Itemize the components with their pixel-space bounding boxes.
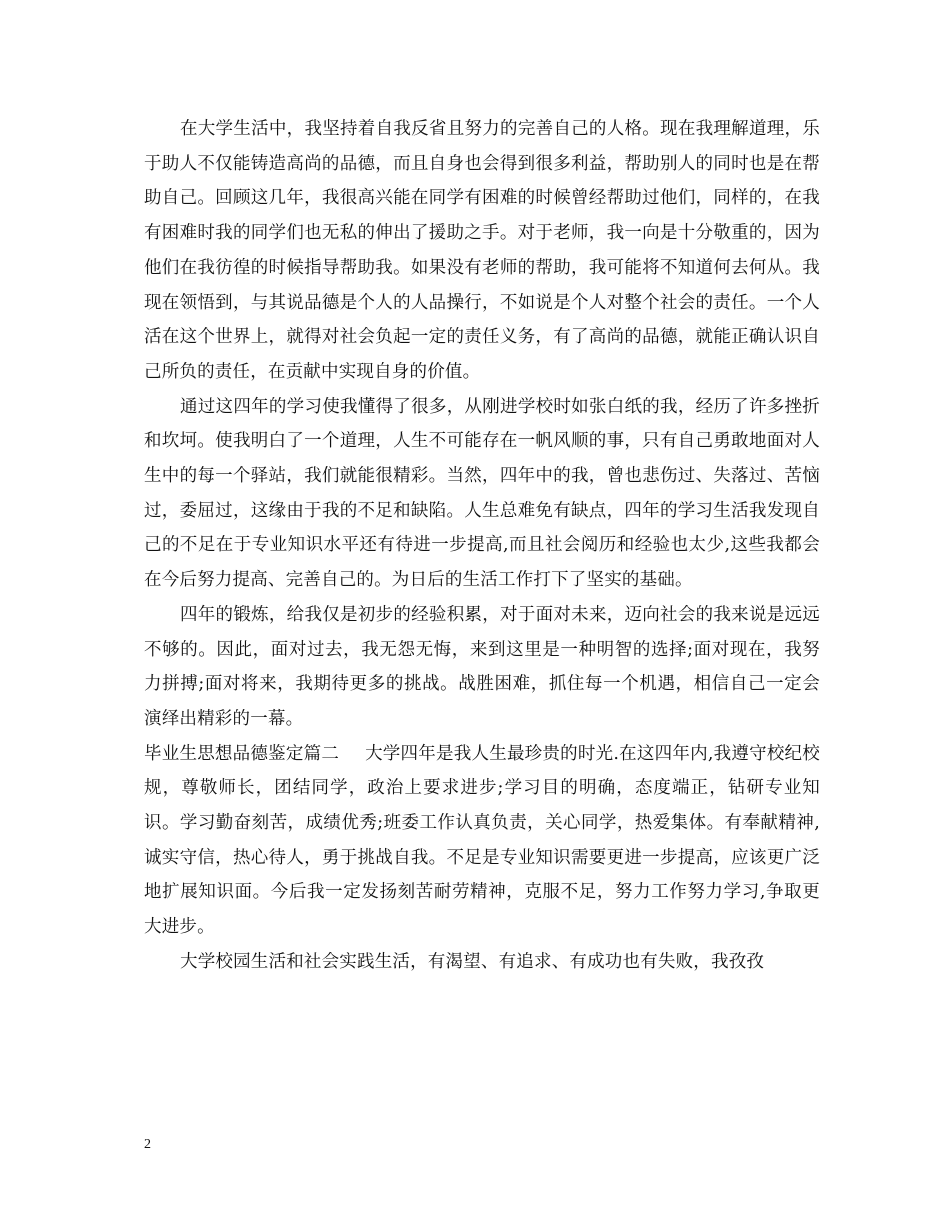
- section-2-heading: 毕业生思想品德鉴定篇二: [144, 743, 340, 764]
- paragraph-3: 四年的锻炼，给我仅是初步的经验积累，对于面对未来，迈向社会的我来说是远远不够的。因此，面对过去，我无怨无悔，来到这里是一种明智的选择;面对现在，我努力拼搏;面对将来，我期待更多的挑战。战胜困难，抓住每一个机遇，相信自己一定会演绎出精彩的一幕。: [144, 604, 820, 729]
- section-2-paragraph: [144, 737, 820, 945]
- paragraph-5: 大学校园生活和社会实践生活，有渴望、有追求、有成功也有失败，我孜孜: [180, 951, 765, 972]
- document-body: [144, 112, 820, 980]
- section-2-text: 大学四年是我人生最珍贵的时光.在这四年内,我遵守校纪校规，尊敬师长，团结同学，政治上要求进步;学习目的明确，态度端正，钻研专业知识。学习勤奋刻苦，成绩优秀;班委工作认真负责，关心同学，热爱集体。有奉献精神, 诚实守信，热心待人，勇于挑战自我。不足是专业知识需要更进一步提高，应该更广泛地扩展知识面。今后我一定发扬刻苦耐劳精神，克服不足，努力工作努力学习,争取更大进步。: [144, 743, 820, 938]
- paragraph-1: 在大学生活中，我坚持着自我反省且努力的完善自己的人格。现在我理解道理，乐于助人不仅能铸造高尚的品德，而且自身也会得到很多利益，帮助别人的同时也是在帮助自己。回顾这几年，我很高兴能在同学有困难的时候曾经帮助过他们，同样的，在我有困难时我的同学们也无私的伸出了援助之手。对于老师，我一向是十分敬重的，因为他们在我彷徨的时候指导帮助我。如果没有老师的帮助，我可能将不知道何去何从。我现在领悟到，与其说品德是个人的人品操行，不如说是个人对整个社会的责任。一个人活在这个世界上，就得对社会负起一定的责任义务，有了高尚的品德，就能正确认识自己所负的责任，在贡献中实现自身的价值。: [144, 119, 820, 382]
- paragraph-2: 通过这四年的学习使我懂得了很多，从刚进学校时如张白纸的我，经历了许多挫折和坎坷。使我明白了一个道理，人生不可能存在一帆风顺的事，只有自己勇敢地面对人生中的每一个驿站，我们就能很精彩。当然，四年中的我，曾也悲伤过、失落过、苦恼过，委屈过，这缘由于我的不足和缺陷。人生总难免有缺点，四年的学习生活我发现自己的不足在于专业知识水平还有待进一步提高,而且社会阅历和经验也太少,这些我都会在今后努力提高、完善自己的。为日后的生活工作打下了坚实的基础。: [144, 396, 820, 591]
- page-number: 2: [144, 1137, 151, 1152]
